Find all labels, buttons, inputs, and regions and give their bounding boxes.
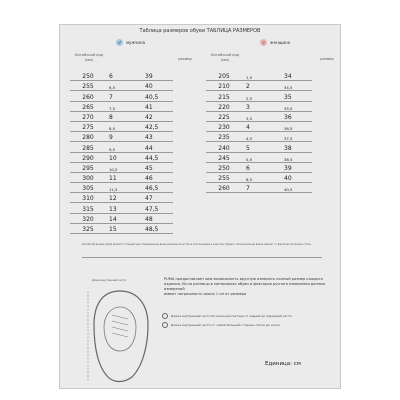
male-china-code-cell: 270 — [70, 111, 106, 121]
female-china-code-cell: 245 — [206, 152, 242, 162]
female-eu-size-cell: 36 — [284, 111, 312, 121]
male-us-size-cell: 13 — [106, 203, 145, 213]
legend-marker-2 — [162, 322, 168, 328]
measure-desc-2: имеют погрешность около 1 см от размера — [164, 292, 247, 296]
male-row — [70, 121, 173, 131]
female-china-code-cell: 215 — [206, 91, 242, 101]
female-eu-size-cell: 40 — [284, 172, 312, 182]
legend-item-1 — [162, 313, 292, 319]
male-us-size-cell: 10,5 — [106, 162, 145, 172]
female-us-size-cell: 2,5 — [242, 91, 284, 101]
male-us-size-cell: 10 — [106, 152, 145, 162]
male-eu-size-cell: 40 — [145, 81, 173, 91]
female-china-code-cell: 230 — [206, 121, 242, 131]
female-label — [260, 39, 290, 46]
size-note: Китайский размер обуви является стандартным. Приведенные выше размеры могут быть использованы в качестве справки. Окончательный выбор зависит от фактической формы стопы. — [82, 243, 312, 246]
male-row — [70, 71, 173, 81]
female-china-code-cell: 260 — [206, 183, 242, 193]
male-china-code-cell: 300 — [70, 172, 106, 182]
female-text: женщина — [270, 40, 291, 45]
male-china-code-cell: 255 — [70, 81, 106, 91]
female-row — [206, 91, 312, 101]
female-eu-size-cell: 39 — [284, 162, 312, 172]
female-us-size-cell: 6 — [242, 162, 284, 172]
size-chart-page — [59, 24, 341, 389]
female-us-size-cell: 2 — [242, 81, 284, 91]
male-us-size-cell: 7,5 — [106, 101, 145, 111]
female-us-size-cell: 3 — [242, 101, 284, 111]
male-row — [70, 132, 173, 142]
male-row — [70, 111, 173, 121]
male-eu-size-cell: 47,5 — [145, 203, 173, 213]
male-china-code-cell: 315 — [70, 203, 106, 213]
female-china-code-cell: 235 — [206, 132, 242, 142]
male-china-code-cell: 275 — [70, 121, 106, 131]
male-eu-size-cell: 48 — [145, 213, 173, 223]
male-row — [70, 152, 173, 162]
male-eu-size-cell: 42,5 — [145, 121, 173, 131]
male-china-code-cell: 285 — [70, 142, 106, 152]
male-row — [70, 172, 173, 182]
female-size-header: размер — [320, 57, 334, 61]
legend-marker-1 — [162, 313, 168, 319]
female-eu-size-cell: 40,5 — [284, 183, 312, 193]
page-title: Таблица размеров обуви ТАБЛИЦА РАЗМЕРОВ — [139, 28, 261, 34]
female-us-size-cell: 6,5 — [242, 172, 284, 182]
female-china-header: Китайский код (мм) — [210, 53, 240, 62]
male-china-code-cell: 265 — [70, 101, 106, 111]
male-label — [116, 39, 145, 46]
female-us-size-cell: 7 — [242, 183, 284, 193]
male-us-size-cell: 14 — [106, 213, 145, 223]
female-eu-size-cell: 34 — [284, 71, 312, 81]
male-row — [70, 81, 173, 91]
legend-text-1: Длина внутренней части ботинка рассчитана от задней до передней части. — [171, 314, 293, 318]
female-us-size-cell: 5 — [242, 142, 284, 152]
male-us-size-cell: 8 — [106, 111, 145, 121]
male-eu-size-cell: 45 — [145, 162, 173, 172]
male-row — [70, 193, 173, 203]
female-china-code-cell: 240 — [206, 142, 242, 152]
male-china-code-cell: 295 — [70, 162, 106, 172]
female-china-code-cell: 205 — [206, 71, 242, 81]
female-row — [206, 121, 312, 131]
male-us-size-cell: 6 — [106, 71, 145, 81]
female-china-code-cell: 250 — [206, 162, 242, 172]
male-text: мужчина — [126, 40, 146, 45]
measure-desc-1: PUMA предоставляет вам возможность вручную измерить полный размер каждого изделия. Из-за разницы в материалах обуви и факторов ручного измерения данные измерений — [164, 277, 326, 291]
female-row — [206, 142, 312, 152]
female-eu-size-cell: 38,5 — [284, 152, 312, 162]
male-size-table — [70, 71, 173, 234]
male-eu-size-cell: 42 — [145, 111, 173, 121]
female-us-size-cell: 1,5 — [242, 71, 284, 81]
male-row — [70, 213, 173, 223]
measure-description — [164, 277, 334, 297]
shoe-diagram — [84, 285, 156, 385]
male-eu-size-cell: 46,5 — [145, 183, 173, 193]
female-row — [206, 152, 312, 162]
male-us-size-cell: 9,5 — [106, 142, 145, 152]
male-china-code-cell: 305 — [70, 183, 106, 193]
male-eu-size-cell: 39 — [145, 71, 173, 81]
female-eu-size-cell: 36,5 — [284, 121, 312, 131]
female-china-code-cell: 255 — [206, 172, 242, 182]
male-row — [70, 142, 173, 152]
male-size-header: размер — [178, 57, 192, 61]
male-row — [70, 162, 173, 172]
legend-text-2: Длина внутренней части от самой большой стороны пятки до носка. — [171, 323, 281, 327]
male-china-code-cell: 290 — [70, 152, 106, 162]
male-china-code-cell: 310 — [70, 193, 106, 203]
male-eu-size-cell: 44,5 — [145, 152, 173, 162]
female-eu-size-cell: 37,5 — [284, 132, 312, 142]
male-row — [70, 203, 173, 213]
male-icon: ♂ — [117, 40, 122, 45]
male-eu-size-cell: 43 — [145, 132, 173, 142]
male-china-code-cell: 260 — [70, 91, 106, 101]
male-us-size-cell: 7 — [106, 91, 145, 101]
unit-label: Единица: см — [265, 361, 301, 367]
female-us-size-cell: 5,5 — [242, 152, 284, 162]
legend-item-2 — [162, 322, 281, 328]
inner-length-label: Длина внутренней части — [92, 279, 127, 282]
male-us-size-cell: 8,5 — [106, 121, 145, 131]
male-eu-size-cell: 44 — [145, 142, 173, 152]
male-us-size-cell: 15 — [106, 223, 145, 233]
male-china-code-cell: 320 — [70, 213, 106, 223]
male-row — [70, 223, 173, 233]
male-row — [70, 101, 173, 111]
male-china-header: Китайский код (мм) — [74, 53, 104, 62]
female-row — [206, 132, 312, 142]
female-row — [206, 101, 312, 111]
female-us-size-cell: 3,5 — [242, 111, 284, 121]
female-us-size-cell: 4 — [242, 121, 284, 131]
female-row — [206, 71, 312, 81]
male-eu-size-cell: 40,5 — [145, 91, 173, 101]
female-row — [206, 81, 312, 91]
female-china-code-cell: 225 — [206, 111, 242, 121]
female-eu-size-cell: 35,5 — [284, 101, 312, 111]
female-us-size-cell: 4,5 — [242, 132, 284, 142]
female-eu-size-cell: 34,5 — [284, 81, 312, 91]
male-eu-size-cell: 48,5 — [145, 223, 173, 233]
divider — [82, 257, 322, 258]
female-row — [206, 172, 312, 182]
female-size-table — [206, 71, 312, 193]
female-row — [206, 162, 312, 172]
male-row — [70, 183, 173, 193]
female-eu-size-cell: 35 — [284, 91, 312, 101]
male-china-code-cell: 280 — [70, 132, 106, 142]
male-eu-size-cell: 47 — [145, 193, 173, 203]
male-us-size-cell: 6,5 — [106, 81, 145, 91]
female-eu-size-cell: 38 — [284, 142, 312, 152]
male-us-size-cell: 12 — [106, 193, 145, 203]
female-row — [206, 183, 312, 193]
male-us-size-cell: 11,5 — [106, 183, 145, 193]
female-china-code-cell: 220 — [206, 101, 242, 111]
female-icon: ♀ — [260, 39, 267, 46]
female-china-code-cell: 210 — [206, 81, 242, 91]
male-china-code-cell: 325 — [70, 223, 106, 233]
male-eu-size-cell: 41 — [145, 101, 173, 111]
male-eu-size-cell: 46 — [145, 172, 173, 182]
male-us-size-cell: 9 — [106, 132, 145, 142]
male-row — [70, 91, 173, 101]
male-china-code-cell: 250 — [70, 71, 106, 81]
female-row — [206, 111, 312, 121]
male-us-size-cell: 11 — [106, 172, 145, 182]
